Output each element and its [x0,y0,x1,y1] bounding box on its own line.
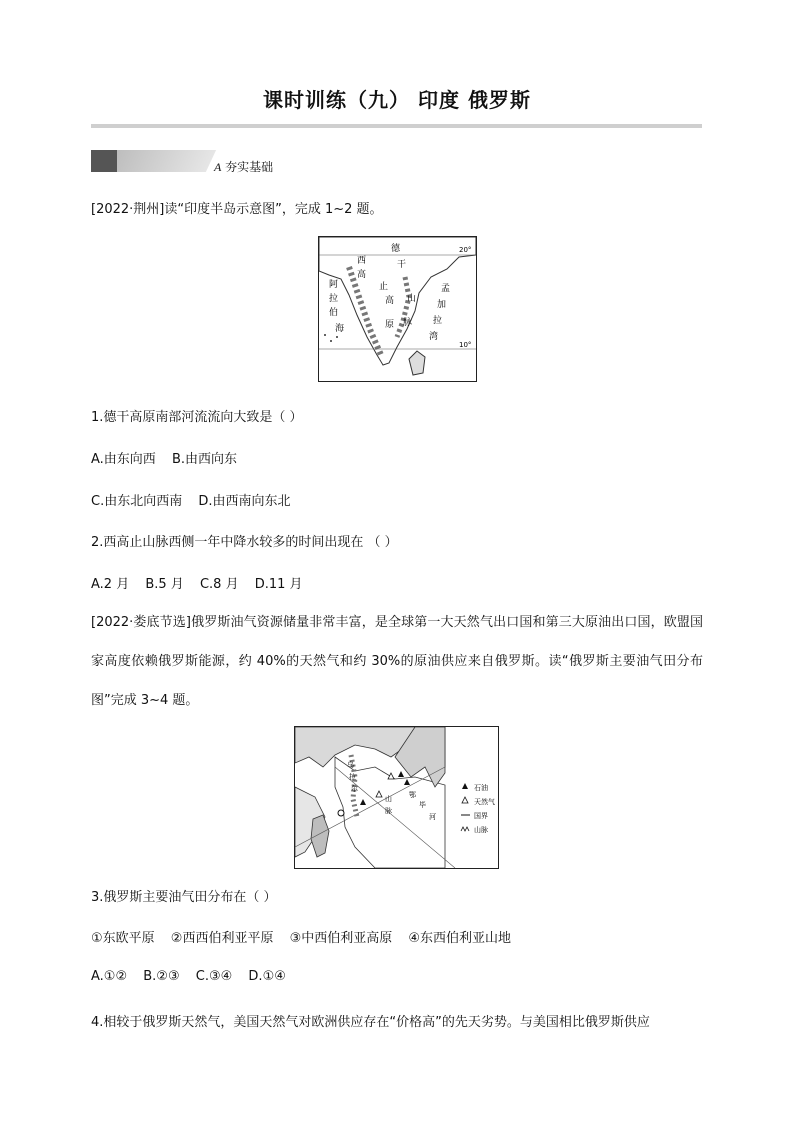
map2-label: 鄂 [409,791,416,799]
map2-label: 河 [429,813,436,821]
section-heading [214,158,273,175]
q1-option-c[interactable]: C.由东北向西南 [91,494,183,509]
q3-choice-2: ②西西伯利亚平原 [170,931,274,946]
q3-option-a[interactable]: A.①② [91,969,128,984]
map2-label: 拉 [349,773,356,781]
legend-gas-icon [462,797,468,803]
q2-option-c[interactable]: C.8 月 [199,577,239,592]
legend-oil-icon [462,783,468,789]
q1-option-a[interactable]: A.由东向西 [91,452,156,467]
question-2-stem: 2.西高止山脉西侧一年中降水较多的时间出现在 （ ） [91,535,398,550]
india-peninsula-map [318,236,477,382]
question-3-stem: 3.俄罗斯主要油气田分布在（ ） [91,890,277,905]
legend-oil-label: 石油 [474,784,488,792]
section-banner-block [91,150,117,172]
india-map-graphic [319,237,476,381]
title-divider [91,124,702,128]
map2-label: 脉 [385,807,392,815]
map1-label: 德 [391,244,401,254]
map1-label: 海 [335,324,345,334]
map1-label: 伯 [329,308,339,318]
map1-label: 脉 [403,318,413,328]
intro-russia: [2022·娄底节选]俄罗斯油气资源储量非常丰富，是全球第一大天然气出口国和第三大原油出口国，欧盟国家高度依赖俄罗斯能源，约 40%的天然气和约 30%的原油供应来自俄罗斯。读“俄罗斯主要油气田分布图”完成 3~4 题。 [91,615,703,708]
q3-choice-3: ③中西伯利亚高原 [289,931,393,946]
map1-label: 拉 [329,294,339,304]
legend-gas-label: 天然气 [474,798,495,806]
q3-option-c[interactable]: C.③④ [195,969,233,984]
question-3-options [91,969,298,984]
page-title: 课时训练（九） 印度 俄罗斯 [263,88,531,112]
map1-label: 拉 [433,316,443,326]
map1-label: 孟 [441,284,451,294]
russia-map-graphic [295,727,498,868]
legend-mountain-label: 山脉 [474,826,488,834]
map2-label: 毕 [419,801,426,809]
intro-india: [2022·荆州]读“印度半岛示意图”，完成 1~2 题。 [91,202,383,217]
map1-latitude: 10° [459,341,472,349]
map1-label: 高 [357,270,367,280]
question-4-stem: 4.相较于俄罗斯天然气，美国天然气对欧洲供应存在“价格高”的先天劣势。与美国相比俄罗斯供应 [91,1015,650,1030]
question-3-choices [91,927,523,946]
map1-label: 湾 [429,332,439,342]
section-label-text: 夯实基础 [225,160,274,174]
q3-option-d[interactable]: D.①④ [248,969,286,984]
q3-choice-1: ①东欧平原 [91,931,155,946]
map1-label: 阿 [329,280,339,290]
question-1-stem: 1.德干高原南部河流流向大致是（ ） [91,410,303,425]
section-letter: A [214,160,222,174]
map2-label: 尔 [351,785,358,793]
section-banner [91,150,211,172]
q2-option-d[interactable]: D.11 月 [254,577,303,592]
legend-mountain-icon [461,827,469,831]
map1-label: 干 [397,260,407,270]
map1-label: 止 [379,282,389,292]
q1-option-b[interactable]: B.由西向东 [171,452,238,467]
question-1-options-row-2 [91,490,303,509]
map2-label: 山 [385,795,392,803]
question-2-options [91,573,315,592]
q2-option-b[interactable]: B.5 月 [145,577,184,592]
map2-label: 乌 [347,761,354,769]
map1-label: 山 [407,294,417,304]
q2-option-a[interactable]: A.2 月 [91,577,130,592]
section-banner-stripe [106,150,216,172]
map1-label: 原 [385,320,395,330]
map1-latitude: 20° [459,246,472,254]
q1-option-d[interactable]: D.由西南向东北 [198,494,291,509]
map1-label: 加 [437,300,447,310]
map1-label: 高 [385,296,395,306]
legend-border-label: 国界 [474,812,488,820]
russia-oil-gas-map [294,726,499,869]
map1-label: 西 [357,256,367,266]
q3-choice-4: ④东西伯利亚山地 [408,931,512,946]
question-1-options-row-1 [91,448,249,467]
q3-option-b[interactable]: B.②③ [143,969,180,984]
